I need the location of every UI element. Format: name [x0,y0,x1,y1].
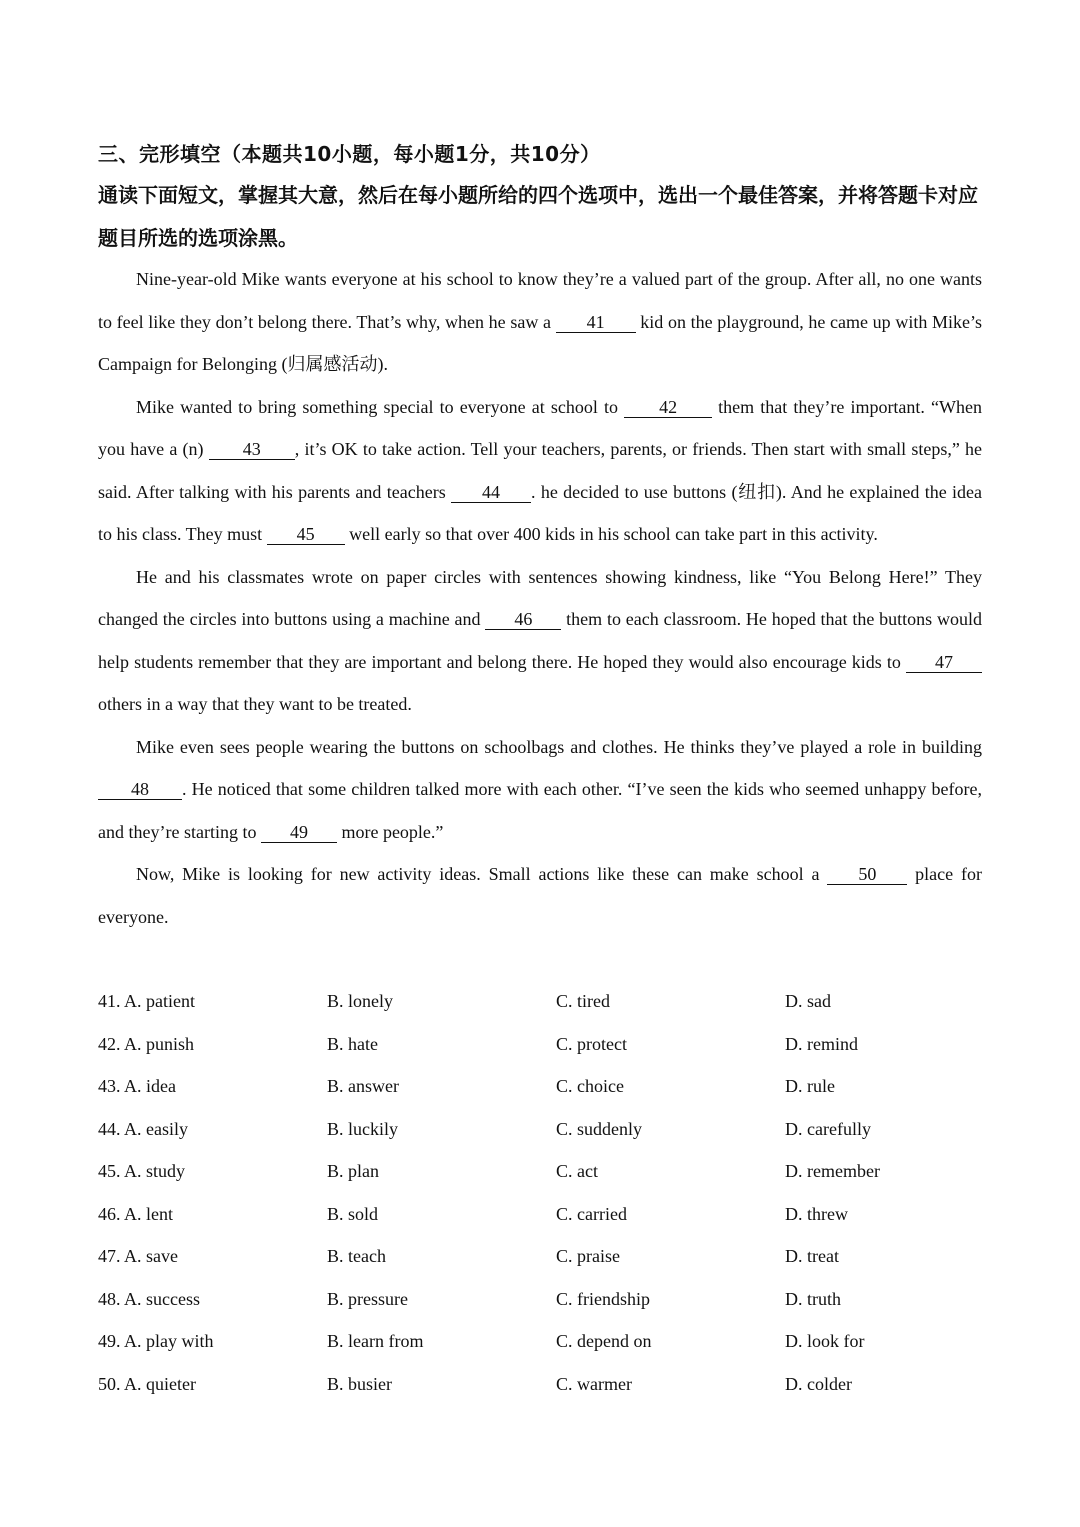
option-c: C. warmer [556,1373,632,1394]
option-b: B. answer [327,1076,399,1096]
option-a: 43. A. idea [98,1076,176,1096]
passage-paragraph-3 [98,556,982,726]
option-d: D. remember [785,1161,880,1181]
blank-47: 47 [906,652,982,673]
option-b: B. sold [327,1203,379,1224]
option-d: D. sad [785,991,831,1011]
option-d: D. truth [785,1288,841,1309]
option-a: 42. A. punish [98,1033,195,1054]
passage-text: , it’s OK to take action. Tell your teachers, parents, or friends. Then start with small steps,” he said. After talking with his parents and teachers [98,439,982,502]
option-b: B. learn from [327,1331,424,1351]
blank-44: 44 [451,482,531,503]
option-a: 44. A. easily [98,1118,188,1139]
option-b: B. luckily [327,1118,398,1139]
answer-options [98,980,998,1405]
passage-text: Now, Mike is looking for new activity ideas. Small actions like these can make school a [136,864,828,884]
blank-42: 42 [624,397,712,418]
option-c: C. tired [556,991,610,1011]
option-b: B. teach [327,1246,386,1266]
option-c: C. act [556,1161,598,1181]
passage-text: Nine-year-old Mike wants everyone at his school to know they’re a valued part of the group. After all, no one wants to feel like they don’t belong there. That’s why, when he saw a [98,269,982,332]
blank-45: 45 [267,524,345,545]
passage-text: He and his classmates wrote on paper circles with sentences showing kindness, like “You Belong Here!” They changed the circles into buttons using a machine and [98,566,982,629]
option-c: C. praise [556,1246,620,1266]
passage-paragraph-1 [98,258,982,386]
option-a: 49. A. play with [98,1331,214,1351]
option-row-49 [98,1320,998,1363]
option-b: B. plan [327,1161,379,1181]
option-d: D. rule [785,1076,835,1096]
option-row-46 [98,1193,998,1236]
passage-text: . He noticed that some children talked more with each other. “I’ve seen the kids who seemed unhappy before, and they’re starting to [98,779,982,842]
passage-text: others in a way that they want to be treated. [98,694,412,714]
option-row-47 [98,1235,998,1278]
passage-text: place for everyone. [98,864,982,927]
option-a: 45. A. study [98,1161,186,1181]
option-a: 41. A. patient [98,991,195,1011]
passage-text: more people.” [336,821,444,842]
option-c: C. friendship [556,1288,650,1309]
passage-paragraph-2 [98,386,982,556]
option-row-45 [98,1150,998,1193]
option-row-41 [98,980,998,1023]
option-d: D. look for [785,1331,865,1351]
option-row-42 [98,1023,998,1066]
option-d: D. carefully [785,1118,871,1139]
option-b: B. pressure [327,1288,408,1309]
blank-41: 41 [556,312,636,333]
cloze-passage [98,258,982,938]
option-c: C. protect [556,1033,627,1054]
option-d: D. remind [785,1033,858,1054]
option-b: B. busier [327,1373,392,1394]
option-row-48 [98,1278,998,1321]
section-title: 三、完形填空（本题共10小题，每小题1分，共10分） [98,142,601,166]
option-a: 47. A. save [98,1246,178,1266]
passage-text: them that they’re important. “When you have a (n) [98,396,982,459]
option-c: C. depend on [556,1331,652,1351]
instruction-text: 通读下面短文，掌握其大意，然后在每小题所给的四个选项中，选出一个最佳答案，并将答题卡对应题目所选的选项涂黑。 [98,183,978,250]
passage-paragraph-4 [98,726,982,854]
option-c: C. suddenly [556,1118,643,1139]
option-b: B. lonely [327,991,393,1011]
passage-text: them to each classroom. He hoped that the buttons would help students remember that they are important and belong there. He hoped they would also encourage kids to [98,609,982,672]
option-c: C. choice [556,1076,624,1096]
option-b: B. hate [327,1033,378,1054]
option-row-43 [98,1065,998,1108]
blank-49: 49 [261,822,337,843]
option-row-50 [98,1363,998,1406]
passage-paragraph-5 [98,853,982,938]
option-a: 46. A. lent [98,1203,173,1224]
blank-46: 46 [485,609,561,630]
passage-text: Mike even sees people wearing the buttons on schoolbags and clothes. He thinks they’ve played a role in building [136,736,982,757]
passage-text: Mike wanted to bring something special to everyone at school to [136,396,625,417]
option-row-44 [98,1108,998,1151]
option-d: D. treat [785,1246,839,1266]
passage-text: . he decided to use buttons (纽扣). And he explained the idea to his class. They must [98,481,982,544]
option-a: 48. A. success [98,1288,200,1309]
option-c: C. carried [556,1203,627,1224]
option-a: 50. A. quieter [98,1373,196,1394]
passage-text: kid on the playground, he came up with Mike’s Campaign for Belonging (归属感活动). [98,311,982,374]
blank-43: 43 [209,439,295,460]
option-d: D. colder [785,1373,852,1394]
blank-48: 48 [98,779,182,800]
option-d: D. threw [785,1203,848,1224]
blank-50: 50 [827,864,907,885]
passage-text: well early so that over 400 kids in his school can take part in this activity. [344,524,878,544]
